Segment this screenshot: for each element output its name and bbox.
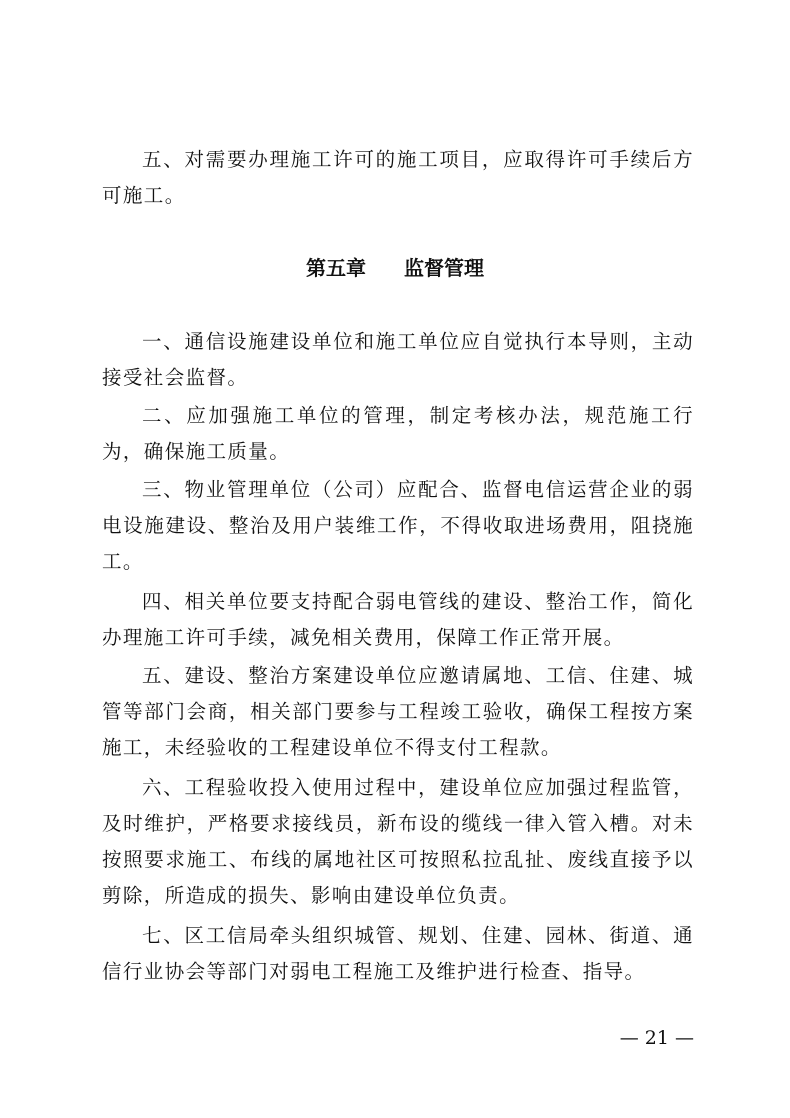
paragraph-permit: 五、对需要办理施工许可的施工项目，应取得许可手续后方可施工。 xyxy=(102,148,694,207)
paragraph-item-6: 六、工程验收投入使用过程中，建设单位应加强过程监管，及时维护，严格要求接线员，新布设的缆线一律入管入槽。对未按照要求施工、布线的属地社区可按照私拉乱扯、废线直接予以剪除，所造成的损失、影响由建设单位负责。 xyxy=(102,776,694,907)
paragraph-item-3: 三、物业管理单位（公司）应配合、监督电信运营企业的弱电设施建设、整治及用户装维工作，不得收取进场费用，阻挠施工。 xyxy=(102,478,694,573)
chapter-title: 监督管理 xyxy=(404,256,484,280)
paragraph-item-7: 七、区工信局牵头组织城管、规划、住建、园林、街道、通信行业协会等部门对弱电工程施工及维护进行检查、指导。 xyxy=(102,924,694,983)
paragraph-item-2: 二、应加强施工单位的管理，制定考核办法，规范施工行为，确保施工质量。 xyxy=(102,404,694,463)
page-number: — 21 — xyxy=(619,1027,694,1049)
paragraph-item-1: 一、通信设施建设单位和施工单位应自觉执行本导则，主动接受社会监督。 xyxy=(102,330,694,389)
paragraph-item-5: 五、建设、整治方案建设单位应邀请属地、工信、住建、城管等部门会商，相关部门要参与工程竣工验收，确保工程按方案施工，未经验收的工程建设单位不得支付工程款。 xyxy=(102,664,694,759)
paragraph-item-4: 四、相关单位要支持配合弱电管线的建设、整治工作，简化办理施工许可手续，减免相关费用，保障工作正常开展。 xyxy=(102,590,694,649)
chapter-heading xyxy=(0,252,790,284)
chapter-number: 第五章 xyxy=(306,256,366,280)
